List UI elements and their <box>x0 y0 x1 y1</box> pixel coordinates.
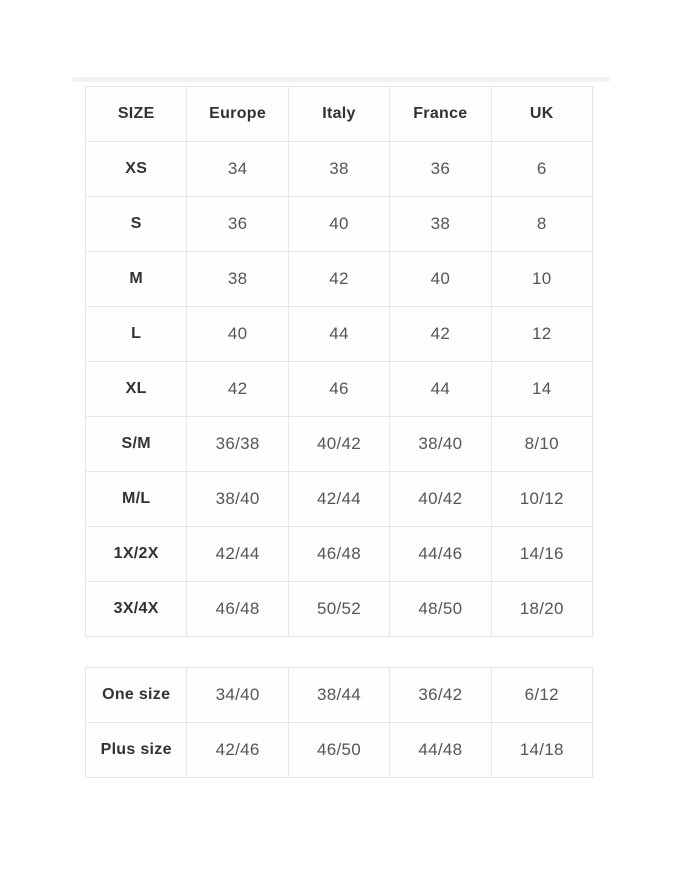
table-row <box>86 197 593 252</box>
header-row <box>86 87 593 142</box>
table-cell: 36/42 <box>390 668 491 723</box>
row-label: XL <box>86 362 187 417</box>
row-label: S/M <box>86 417 187 472</box>
table-cell: 36 <box>390 142 491 197</box>
table-cell: 42/46 <box>187 723 288 778</box>
table-cell: 6 <box>491 142 592 197</box>
table-row <box>86 417 593 472</box>
table-cell: 12 <box>491 307 592 362</box>
table-cell: 44/48 <box>390 723 491 778</box>
table-cell: 38/40 <box>390 417 491 472</box>
table-cell: 18/20 <box>491 582 592 637</box>
table-cell: 8/10 <box>491 417 592 472</box>
table-cell: 42 <box>187 362 288 417</box>
table-cell: 40 <box>390 252 491 307</box>
table-cell: 46/48 <box>288 527 389 582</box>
column-header: Europe <box>187 87 288 142</box>
table-row <box>86 362 593 417</box>
table-cell: 6/12 <box>491 668 592 723</box>
table-cell: 34 <box>187 142 288 197</box>
table-cell: 48/50 <box>390 582 491 637</box>
special-sizes-table <box>85 667 593 778</box>
row-label: M/L <box>86 472 187 527</box>
table-row <box>86 472 593 527</box>
row-label: Plus size <box>86 723 187 778</box>
table-cell: 42/44 <box>187 527 288 582</box>
table-row <box>86 582 593 637</box>
table-cell: 42/44 <box>288 472 389 527</box>
table-cell: 40 <box>288 197 389 252</box>
table-row <box>86 307 593 362</box>
table-cell: 40/42 <box>288 417 389 472</box>
column-header: Italy <box>288 87 389 142</box>
table-cell: 40 <box>187 307 288 362</box>
row-label: One size <box>86 668 187 723</box>
table-row <box>86 527 593 582</box>
table-cell: 8 <box>491 197 592 252</box>
table-cell: 38 <box>390 197 491 252</box>
table-cell: 14/18 <box>491 723 592 778</box>
table-row <box>86 142 593 197</box>
table-cell: 10 <box>491 252 592 307</box>
table-cell: 34/40 <box>187 668 288 723</box>
row-label: S <box>86 197 187 252</box>
table-cell: 44 <box>390 362 491 417</box>
table-cell: 42 <box>390 307 491 362</box>
table-cell: 38/40 <box>187 472 288 527</box>
table-cell: 40/42 <box>390 472 491 527</box>
row-label: 3X/4X <box>86 582 187 637</box>
table-cell: 14 <box>491 362 592 417</box>
table-cell: 10/12 <box>491 472 592 527</box>
table-cell: 50/52 <box>288 582 389 637</box>
column-header: France <box>390 87 491 142</box>
table-cell: 38/44 <box>288 668 389 723</box>
table-cell: 36 <box>187 197 288 252</box>
size-conversion-table <box>85 86 593 637</box>
table-cell: 38 <box>187 252 288 307</box>
table-cell: 44/46 <box>390 527 491 582</box>
row-label: XS <box>86 142 187 197</box>
table-cell: 46/48 <box>187 582 288 637</box>
table-row <box>86 668 593 723</box>
table-cell: 44 <box>288 307 389 362</box>
table-cell: 38 <box>288 142 389 197</box>
row-label: 1X/2X <box>86 527 187 582</box>
table-cell: 42 <box>288 252 389 307</box>
row-label: L <box>86 307 187 362</box>
table-cell: 14/16 <box>491 527 592 582</box>
table-cell: 46 <box>288 362 389 417</box>
table-row <box>86 252 593 307</box>
cropped-row-divider <box>72 77 610 82</box>
table-row <box>86 723 593 778</box>
row-label: M <box>86 252 187 307</box>
column-header: UK <box>491 87 592 142</box>
table-cell: 36/38 <box>187 417 288 472</box>
column-header: SIZE <box>86 87 187 142</box>
table-cell: 46/50 <box>288 723 389 778</box>
